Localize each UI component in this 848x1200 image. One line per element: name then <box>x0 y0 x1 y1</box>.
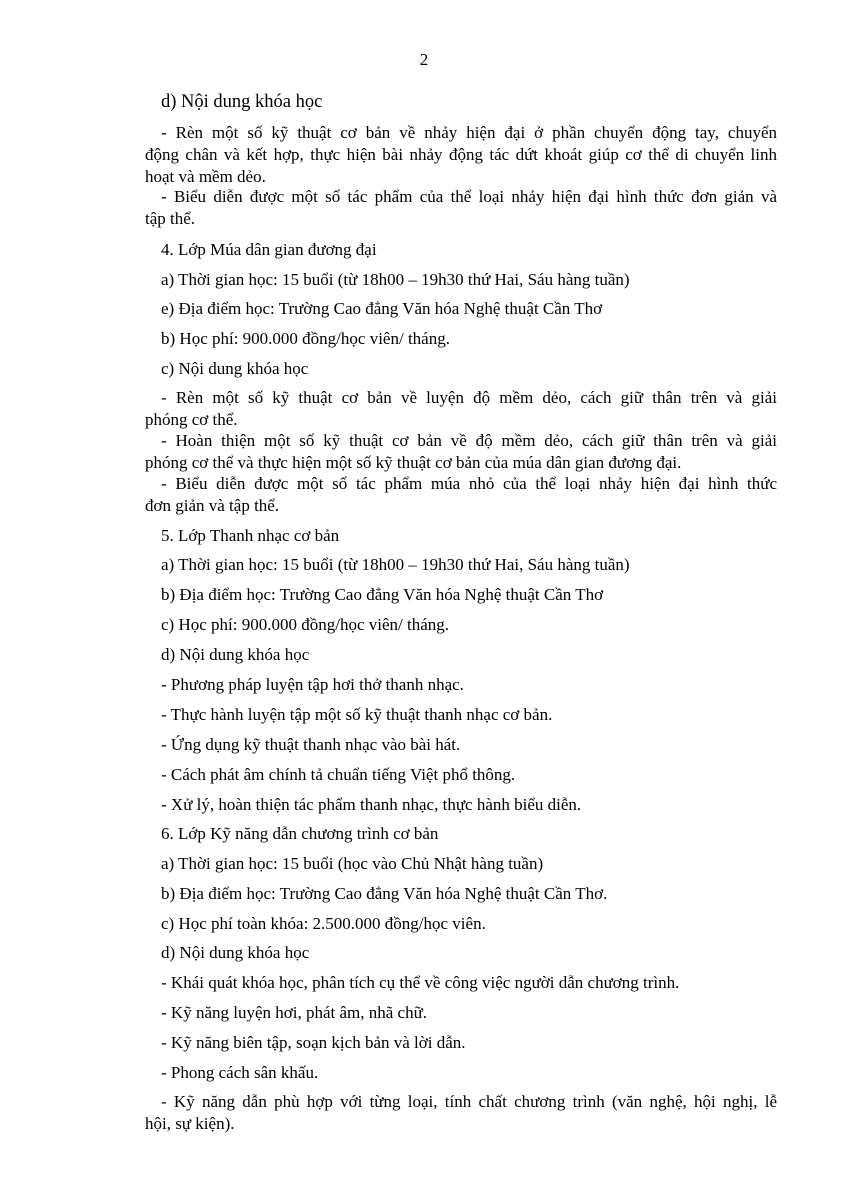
list-item: a) Thời gian học: 15 buổi (từ 18h00 – 19h30 thứ Hai, Sáu hàng tuần) <box>161 270 630 289</box>
list-item: c) Học phí toàn khóa: 2.500.000 đồng/học viên. <box>161 914 486 933</box>
list-item: d) Nội dung khóa học <box>161 645 310 664</box>
paragraph-line: phóng cơ thể và thực hiện một số kỹ thuật cơ bản của múa dân gian đương đại. <box>145 453 682 472</box>
list-item: c) Nội dung khóa học <box>161 359 309 378</box>
paragraph-line: - Rèn một số kỹ thuật cơ bản về luyện độ mềm dẻo, cách giữ thân trên và giải <box>161 388 777 407</box>
page-number: 2 <box>419 50 429 69</box>
list-item: b) Địa điểm học: Trường Cao đẳng Văn hóa Nghệ thuật Cần Thơ. <box>161 884 608 903</box>
list-item: - Thực hành luyện tập một số kỹ thuật thanh nhạc cơ bản. <box>161 705 553 724</box>
list-item: e) Địa điểm học: Trường Cao đẳng Văn hóa Nghệ thuật Cần Thơ <box>161 299 603 318</box>
list-item: a) Thời gian học: 15 buổi (học vào Chủ Nhật hàng tuần) <box>161 854 544 873</box>
paragraph-line: - Kỹ năng dẫn phù hợp với từng loại, tính chất chương trình (văn nghệ, hội nghị, lễ <box>161 1092 777 1111</box>
paragraph-line: hội, sự kiện). <box>145 1114 235 1133</box>
list-item: - Xử lý, hoàn thiện tác phẩm thanh nhạc, thực hành biểu diễn. <box>161 795 582 814</box>
paragraph-line: - Rèn một số kỹ thuật cơ bản về nhảy hiện đại ở phần chuyển động tay, chuyển <box>161 123 777 142</box>
list-item: b) Học phí: 900.000 đồng/học viên/ tháng. <box>161 329 450 348</box>
paragraph-line: tập thể. <box>145 209 196 228</box>
paragraph-line: - Hoàn thiện một số kỹ thuật cơ bản về độ mềm dẻo, cách giữ thân trên và giải <box>161 431 777 450</box>
paragraph-line: động chân và kết hợp, thực hiện bài nhảy động tác dứt khoát giúp cơ thể di chuyển linh <box>145 145 777 164</box>
paragraph-line: hoạt và mềm dẻo. <box>145 167 266 186</box>
section-heading: 4. Lớp Múa dân gian đương đại <box>161 240 377 259</box>
list-item: c) Học phí: 900.000 đồng/học viên/ tháng. <box>161 615 450 634</box>
list-item: b) Địa điểm học: Trường Cao đẳng Văn hóa Nghệ thuật Cần Thơ <box>161 585 604 604</box>
paragraph-line: phóng cơ thể. <box>145 410 238 429</box>
list-item: - Khái quát khóa học, phân tích cụ thể về công việc người dẫn chương trình. <box>161 973 680 992</box>
section-heading: 6. Lớp Kỹ năng dẫn chương trình cơ bản <box>161 824 439 843</box>
paragraph-line: - Biểu diễn được một số tác phẩm múa nhỏ của thể loại nhảy hiện đại hình thức <box>161 474 777 493</box>
section-heading: 5. Lớp Thanh nhạc cơ bản <box>161 526 340 545</box>
list-item: - Ứng dụng kỹ thuật thanh nhạc vào bài hát. <box>161 735 461 754</box>
paragraph-line: - Biểu diễn được một số tác phẩm của thể loại nhảy hiện đại hình thức đơn giản và <box>161 187 777 206</box>
list-item: - Kỹ năng luyện hơi, phát âm, nhã chữ. <box>161 1003 428 1022</box>
list-item: - Phương pháp luyện tập hơi thở thanh nhạc. <box>161 675 464 694</box>
paragraph-line: đơn giản và tập thể. <box>145 496 280 515</box>
list-item: - Phong cách sân khấu. <box>161 1063 319 1082</box>
list-item: a) Thời gian học: 15 buổi (từ 18h00 – 19h30 thứ Hai, Sáu hàng tuần) <box>161 555 630 574</box>
list-item: - Kỹ năng biên tập, soạn kịch bản và lời dẫn. <box>161 1033 466 1052</box>
section-heading: d) Nội dung khóa học <box>161 92 323 112</box>
list-item: d) Nội dung khóa học <box>161 943 310 962</box>
list-item: - Cách phát âm chính tả chuẩn tiếng Việt phổ thông. <box>161 765 516 784</box>
